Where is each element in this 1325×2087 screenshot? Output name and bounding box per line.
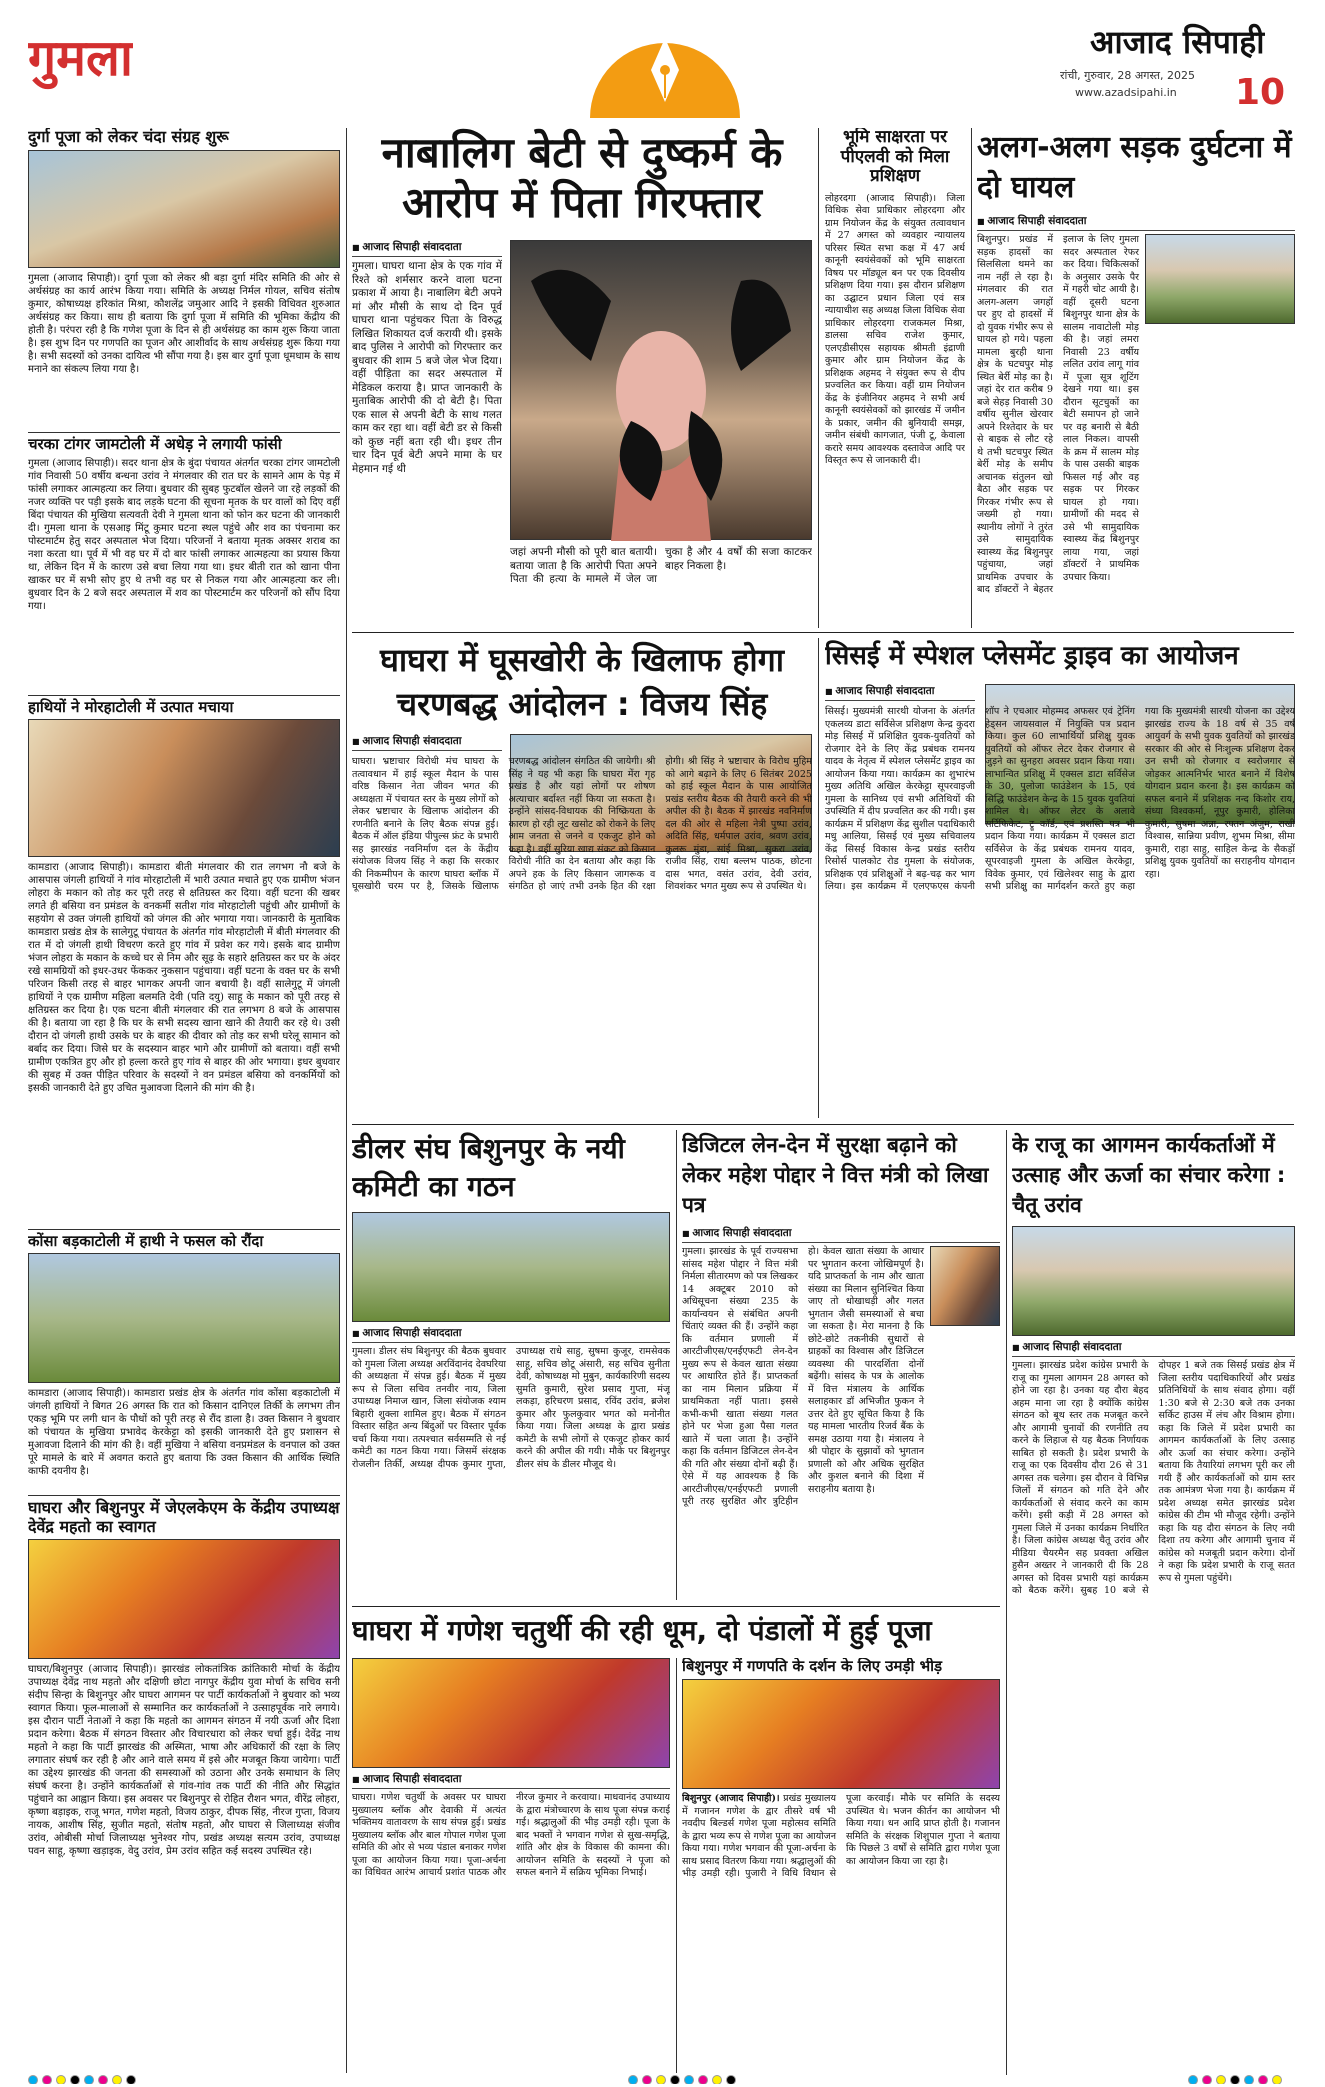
ganesh-headline: घाघरा में गणेश चतुर्थी की रही धूम, दो पंडालों में हुई पूजा (352, 1614, 932, 1647)
page-number: 10 (1234, 72, 1286, 113)
registration-dot (1216, 2075, 1226, 2084)
registration-dot (1202, 2075, 1212, 2084)
lead-illustration (510, 240, 812, 540)
registration-dot (628, 2075, 638, 2084)
literacy-headline: भूमि साक्षरता पर पीएलवी को मिला प्रशिक्षण (840, 128, 950, 187)
registration-dot (56, 2075, 66, 2084)
dateline: रांची, गुरुवार, 28 अगस्त, 2025 (1060, 69, 1196, 82)
lead-headline: नाबालिग बेटी से दुष्कर्म के आरोप में पिता गिरफ्तार (381, 128, 783, 227)
registration-dot (1244, 2075, 1254, 2084)
registration-dot (1258, 2075, 1268, 2084)
story-jlkm-body: घाघरा/बिशुनपुर (आजाद सिपाही)। झारखंड लोकतांत्रिक क्रांतिकारी मोर्चा के केंद्रीय उपाध्यक्ष देवेंद्र नाथ महतो और दक्षिणी छोटा नागपुर केंद्रीय युवा मोर्चा के सचिव सनी संदीप सिन्हा के बिशुनपुर और घाघरा आगमन पर पार्टी कार्यकर्ताओं ने बुधवार को भव्य स्वागत किया। फूल-मालाओं से सम्मानित कर कार्यकर्ताओं ने उत्साहपूर्वक नारे लगाये। इस दौरान पार्टी नेताओं ने कहा कि महतो का आगमन संगठन में नयी ऊर्जा और दिशा प्रदान करेगा। बैठक में संगठन विस्तार और विचारधारा को लेकर चर्चा हुई। देवेंद्र नाथ महतो ने कहा कि पार्टी झारखंड की अस्मिता, भाषा और अधिकारों की रक्षा के लिए लगातार संघर्ष कर रही है और आने वाले समय में इसे और मजबूत किया जायेगा। पार्टी का उद्देश्य झारखंड की जनता की समस्याओं को उठाना और उनके समाधान के लिए संघर्ष करना है। उन्होंने कार्यकर्ताओं से गांव-गांव तक पार्टी की नीति और सिद्धांत पहुंचाने का आह्वान किया। इस अवसर पर बिशुनपुर से रोहित रौशन भगत, वीरेंद्र लोहरा, कृष्णा बड़ाइक, राजू भगत, गणेश महतो, विजय ठाकुर, दीपक सिंह, नीरज गुप्ता, विजय नायक, आशीष सिंह, सुजीत महतो, संतोष महतो, और घाघरा से जिलाध्यक्ष संजीव उरांव, ओबीसी मोर्चा जिलाध्यक्ष भुनेश्वर गोप, प्रखंड अध्यक्ष सत्यम उरांव, उपाध्यक्ष पवन साहू, कृष्णा खड़ाइक, वेदु उरांव, प्रेम उरांव सहित कई सदस्य उपस्थित रहे। (28, 1663, 340, 1857)
story-jlkm-headline: घाघरा और बिशुनपुर में जेएलकेएम के केंद्रीय उपाध्यक्ष देवेंद्र महतो का स्वागत (28, 1495, 340, 1536)
digital-body: गुमला। झारखंड के पूर्व राज्यसभा सांसद महेश पोद्दार ने वित्त मंत्री निर्मला सीतारमण को पत्र लिखकर 14 अक्टूबर 2010 को अधिसूचना संख्या 235 के कार्यान्वयन से संबंधित अपनी चिंताएं व्यक्त की हैं। उन्होंने कहा कि वर्तमान प्रणाली में आरटीजीएस/एनईएफटी लेन-देन मुख्य रूप से केवल खाता संख्या पर आधारित होते हैं। प्राप्तकर्ता का नाम मिलान प्रक्रिया में प्राथमिकता नहीं पाता। इससे कभी-कभी खाता संख्या गलत होने पर भेजा हुआ पैसा गलत खाते में चला जाता है। उन्होंने कहा कि वर्तमान डिजिटल लेन-देन की गति और संख्या दोनों बढ़ी हैं। ऐसे में यह आवश्यक है कि आरटीजीएस/एनईएफटी प्रणाली पूरी तरह सुरक्षित और त्रुटिहीन हो। केवल खाता संख्या के आधार पर भुगतान करना जोखिमपूर्ण है। यदि प्राप्तकर्ता के नाम और खाता संख्या का मिलान सुनिश्चित किया जाए तो धोखाधड़ी और गलत भुगतान जैसी समस्याओं से बचा जा सकता है। मेरा मानना है कि छोटे-छोटे तकनीकी सुधारों से ग्राहकों का विश्वास और डिजिटल व्यवस्था की पारदर्शिता दोनों बढ़ेंगी। सांसद के पत्र के आलोक में वित्त मंत्रालय के आर्थिक सलाहकार डॉ अभिजीत फुकन ने उत्तर देते हुए सूचित किया है कि यह मामला भारतीय रिजर्व बैंक के समक्ष उठाया गया है। मंत्रालय ने श्री पोद्दार के सुझावों को भुगतान प्रणाली को और अधिक सुरक्षित और कुशल बनाने की दिशा में सराहनीय बताया है। (682, 1246, 924, 1507)
paper-name: आजाद सिपाही (1090, 23, 1265, 61)
registration-dot (1272, 2075, 1282, 2084)
dealer-body: गुमला। डीलर संघ बिशुनपुर की बैठक बुधवार को गुमला जिला अध्यक्ष अरविंदानंद देवघरिया की अध्यक्षता में संपन्न हुई। बैठक में मुख्य रूप से जिला सचिव तनवीर नाय, जिला उपाध्यक्ष निमाज खान, जिला संयोजक श्याम बिहारी शुक्ला शामिल हुए। बैठक में संगठन विस्तार सहित अन्य बिंदुओं पर विस्तार पूर्वक चर्चा किया गया। तत्पश्चात सर्वसम्मति से नई कमेटी का गठन किया गया। जिसमें संरक्षक रोजलीन तिर्की, अध्यक्ष दीपक कुमार गुप्ता, उपाध्यक्ष राधे साहु, सुषमा कुजूर, रामसेवक साहू, सचिव छोटू अंसारी, सह सचिव सुनीता देवी, कोषाध्यक्ष मो मुबुन, कार्यकारिणी सदस्य सुमति कुमारी, सुरेश प्रसाद गुप्ता, मंजू लकड़ा, हरिचरण प्रसाद, रविंद उरांव, ब्रजेश कुमार और फुलकुवार भगत को मनोनीत किया गया। जिला अध्यक्ष के द्वारा प्रखंड कमेटी के सभी लोगों से एकजुट होकर कार्य करने की अपील की गयी। मौके पर बिशुनपुर डीलर संघ के डीलर मौजूद थे। (352, 1346, 670, 1470)
left-column (28, 128, 340, 2078)
story-charka-headline: चरका टांगर जामटोली में अधेड़ ने लगायी फांसी (28, 432, 340, 453)
registration-dot (726, 2075, 736, 2084)
dealer-byline: ■ आजाद सिपाही संवाददाता (352, 1326, 670, 1343)
registration-dot (684, 2075, 694, 2084)
chaitu-photo (1012, 1226, 1295, 1336)
drive-story (825, 638, 1295, 1118)
dealer-headline: डीलर संघ बिशुनपुर के नयी कमिटी का गठन (352, 1132, 625, 1203)
digital-byline: ■ आजाद सिपाही संवाददाता (682, 1226, 1000, 1243)
story-konsa-photo (28, 1253, 340, 1383)
story-elephant-body: कामडारा (आजाद सिपाही)। कामडारा बीती मंगलवार की रात लगभग नौ बजे के आसपास जंगली हाथियों ने गांव मोरहाटोली में भारी उत्पात मचाते हुए एक ग्रामीण भंजन लोहरा के मकान को तोड़ कर पूरी तरह से क्षतिग्रस्त कर दिया। वहीं घटना की खबर लगते ही बसिया वन प्रमंडल के वनकर्मी सतीश गांव मोरहाटोली पहुंची और ग्रामीणों के सहयोग से उक्त जंगली हाथियों को जंगल की ओर भगाया गया। जानकारी के मुताबिक कामडारा प्रखंड क्षेत्र के सालेगुटू पंचायत के अंतर्गत गांव मोरहाटोली में बीती मंगलवार की रात में दो जंगली हाथी विचरण करते हुए गांव में प्रवेश कर गये। इसके बाद ग्रामीण भंजन लोहरा के मकान के कच्चे घर से निम और सूढ़ के सहारे क्षतिग्रस्त कर घर के अंदर रखे सामग्रियों को इधर-उधर फेंककर नुकसान पहुंचाया। वहीं घटना के वक्त घर के सभी परिजन किसी तरह से बाहर भागकर अपनी जान बचायी है। वहीं सालेगुटू में जंगली हाथियों ने एक ग्रामीण महिला बलमति देवी (पति दयु) साहू के मकान को पूरी तरह से क्षतिग्रस्त कर दिया है। एक घटना बीती मंगलवार की रात लगभग 8 बजे के आसपास की है। बताया जा रहा है कि घर के सभी सदस्य खाना खाने की तैयारी कर रहे थे। उसी दौरान दो जंगली हाथी उसके घर के बाहर की दीवार को तोड़ कर सभी घरेलू सामान को बर्बाद कर दिया। जिसे घर के सदस्यान बाहर भागे और ग्रामीणों को बताया। वहीं सभी ग्रामीण एकत्रित हुए और हो हल्ला करते हुए गांव से बाहर की ओर भगाया। इधर बुधवार की सुबह में उक्त पीड़ित परिवार के सदस्यों ने वन प्रमंडल बसिया को वनकर्मियों को इसकी जानकारी देते हुए उचित मुआवजा दिलाने की मांग की है। (28, 861, 340, 1094)
story-elephant-headline: हाथियों ने मोरहाटोली में उत्पात मचाया (28, 695, 340, 716)
story-konsa-headline: कोंसा बड़काटोली में हाथी ने फसल को रौंदा (28, 1229, 340, 1250)
registration-dot (1230, 2075, 1240, 2084)
dealer-photo (352, 1212, 670, 1322)
bishun-body (682, 1793, 1000, 2063)
registration-dot (84, 2075, 94, 2084)
chaitu-story (1012, 1130, 1295, 2075)
reg-dots-mid (628, 2070, 740, 2084)
story-elephant-photo (28, 719, 340, 857)
registration-dot (670, 2075, 680, 2084)
drive-byline: ■ आजाद सिपाही संवाददाता (825, 684, 975, 701)
registration-dot (712, 2075, 722, 2084)
bribe-byline: ■ आजाद सिपाही संवाददाता (352, 734, 502, 751)
chaitu-body: गुमला। झारखंड प्रदेश कांग्रेस प्रभारी के राजू का गुमला आगमन 28 अगस्त को होने जा रहा है। उनका यह दौरा बेहद अहम माना जा रहा है क्योंकि कांग्रेस संगठन को बूथ स्तर तक मजबूत करने और आगामी चुनावों की रणनीति तय करने के लिहाज से यह बैठक निर्णायक साबित हो सकती है। प्रदेश प्रभारी के राजू का एक दिवसीय दौरा 26 से 31 अगस्त तक चलेगा। इस दौरान वे विभिन्न जिलों में संगठन को गति देने और कार्यकर्ताओं से संवाद करने का काम करेंगे। इसी कड़ी में 28 अगस्त को गुमला जिले में उनका कार्यक्रम निर्धारित है। जिला कांग्रेस अध्यक्ष चैतू उरांव और मीडिया चैयरमैन सह प्रवक्ता अखिल हुसैन अख्तर ने जानकारी दी कि 28 अगस्त को दिवस प्रभारी यहां कार्यक्रम को बैठक करेंगे। सुबह 10 बजे से दोपहर 1 बजे तक सिसई प्रखंड क्षेत्र में जिला स्तरीय पदाधिकारियों और प्रखंड प्रतिनिधियों के साथ संवाद होगा। वहीं 1:30 बजे से 2:30 बजे तक उनका सर्किट हाउस में लंच और विश्राम होगा। कहा कि जिले में प्रदेश प्रभारी का आगमन कार्यकर्ताओं के लिए उत्साह और ऊर्जा का संचार करेगा। उन्होंने बताया कि तैयारियां लगभग पूरी कर ली गयी हैं और कार्यकर्ताओं को ग्राम स्तर तक आमंत्रण भेजा गया है। कार्यक्रम में प्रदेश अध्यक्ष समेत झारखंड प्रदेश कांग्रेस की टीम भी मौजूद रहेगी। उन्होंने कहा कि यह दौरा संगठन के लिए नयी दिशा तय करेगा और आगामी चुनाव में कांग्रेस को मजबूती प्रदान करेगा। दोनों ने कहा कि प्रदेश प्रभारी के राजू सतत रूप से गुमला पहुंचेंगे। (1012, 1360, 1295, 1596)
registration-dot (642, 2075, 652, 2084)
story-konsa-body: कामडारा (आजाद सिपाही)। कामडारा प्रखंड क्षेत्र के अंतर्गत गांव कोंसा बड़काटोली में जंगली हाथियों ने बिगत 26 अगस्त कि रात को किसान दानिएल तिर्की के लगभग तीन एकड़ भूमि पर लगी धान के पौधों को पूरी तरह से रौंद डाला है। उक्त किसान ने बुधवार को पंचायत के मुखिया प्रभावेद केरकेट्टा को इसकी जानकारी देते हुए प्रशासन से मुआवजा दिलाने की मांग की है। वहीं मुखिया ने बसिया वनप्रमंडल के वनपाल को उक्त पूरे मामले के बारे में अवगत कराते हुए बताया कि उक्त किसान की आर्थिक स्थिति काफी दयनीय है। (28, 1388, 340, 1478)
registration-dot (656, 2075, 666, 2084)
story-charka-body: गुमला (आजाद सिपाही)। सदर थाना क्षेत्र के बुंदा पंचायत अंतर्गत चरका टांगर जामटोली गांव निवासी 50 वर्षीय बन्धना उरांव ने मंगलवार की रात घर के सामने आम के पेड़ में फांसी लगाकर आत्महत्या कर लिया। बुधवार की सुबह फुटबॉल खेलने जा रहे लड़कों की नजर व्यक्ति पर पड़ी इसके बाद लड़के घटना की सूचना मृतक के घर वालों को दिए वहीं बिंदा पंचायत की मुखिया सत्यवती देवी ने गुमला थाना को फोन कर घटना की जानकारी दी। गुमला थाना के एसआइ मिंटू कुमार घटना स्थल पहुंचे और शव का पंचनामा कर पोस्टमार्टम हेतु सदर अस्पताल भेज दिया। परिजनों ने बताया मृतक अक्सर शराब का नशा करता था। पूर्व में भी वह घर में दो बार फांसी लगाकर आत्महत्या का प्रयास किया था, लेकिन दिन में के कारण उसे बचा लिया गया था। इधर बीती रात को खाना पीना खाकर घर में सभी सोए हुए थे तभी वह घर से निकल गया और आत्महत्या कर ली। बुधवार दिन के 2 बजे सदर अस्पताल में शव का पोस्टमार्टम कर परिजनों को सौंप दिया गया। (28, 457, 340, 612)
lead-body: गुमला। घाघरा थाना क्षेत्र के एक गांव में रिश्ते को शर्मसार करने वाला घटना प्रकाश में आया है। नाबालिग बेटी अपने मां और मौसी के साथ दो दिन पूर्व घाघरा थाना पहुंचकर पिता के विरुद्ध लिखित शिकायत दर्ज करायी थी। इसके बाद पुलिस ने आरोपी को गिरफ्तार कर बुधवार की शाम 5 बजे जेल भेज दिया। वहीं पीड़िता का सदर अस्पताल में मेडिकल कराया है। प्राप्त जानकारी के मुताबिक आरोपी की दो बेटी है। पिता एक साल से अपनी बेटी के साथ गलत काम कर रहा था। वहीं बेटी डर से किसी को कुछ नहीं बता रही थी। इधर तीन चार दिन पूर्व बेटी अपने मामा के घर मेहमान गई थी (352, 260, 502, 475)
story-durga-body: गुमला (आजाद सिपाही)। दुर्गा पूजा को लेकर श्री बड़ा दुर्गा मंदिर समिति की ओर से अर्थसंग्रह का कार्य आरंभ किया गया। समिति के अध्यक्ष निर्मल गोयल, सचिव संतोष कुमार, कोषाध्यक्ष हरिकांत मिश्रा, कौशलेंद्र जमुआर आदि ने इसकी विधिवत शुरुआत अर्थसंग्रह कर किया। साथ ही बताया कि दुर्गा पूजा में समिति की भूमिका केंद्रीय की होती है। परंपरा रही है कि गणेश पूजा के दिन से ही अर्थसंग्रह का काम शुरू किया जाता है। इस शुभ दिन पर गणपति का पूजन और आशीर्वाद के साथ अर्थसंग्रह शुरू किया गया है। सभी सदस्यों को उनका दायित्व भी सौंपा गया है। इस बार दुर्गा पूजा धूमधाम के साथ मनाने का संकल्प लिया गया है। (28, 273, 340, 376)
ganesh-body: घाघरा। गणेश चतुर्थी के अवसर पर घाघरा मुख्यालय ब्लॉक और देवाकी में अत्यंत भक्तिमय वातावरण के साथ संपन्न हुई। प्रखंड मुख्यालय ब्लॉक और बाल गोपाल गणेश पूजा समिति की ओर से भव्य पंडाल बनाकर गणेश पूजा का आयोजन किया गया। पूजा-अर्चना का विधिवत आरंभ आचार्य प्रशांत पाठक और नीरज कुमार ने करवाया। माधवानंद उपाध्याय के द्वारा मंत्रोच्चारण के साथ पूजा संपन्न कराई गई। श्रद्धालुओं की भीड़ उमड़ी रही। पूजा के बाद भक्तों ने भगवान गणेश से सुख-समृद्धि, शांति और क्षेत्र के विकास की कामना की। आयोजन समिति के सदस्यों ने पूजा को सफल बनाने में सक्रिय भूमिका निभाई। (352, 1792, 670, 1878)
ganesh-byline: ■ आजाद सिपाही संवाददाता (352, 1772, 670, 1789)
lead-story (352, 128, 812, 628)
story-jlkm-photo (28, 1539, 340, 1659)
ganesh-story (352, 1612, 1000, 2077)
road-body: बिशुनपुर। प्रखंड में सड़क हादसों का सिलसिला थमने का नाम नहीं ले रहा है। मंगलवार की रात अलग-अलग जगहों पर हुए दो हादसों में दो युवक गंभीर रूप से घायल हो गये। पहला मामला बुरही थाना क्षेत्र के घटचपुर मोड़ स्थित बेर्री मोड़ का है। जहां देर रात करीब 9 बजे सेहड़ निवासी 30 वर्षीय सुनील खेरवार अपने रिश्तेदार के घर से बाइक से लौट रहे थे तभी घटचपुर स्थित बेर्री मोड़ के समीप अचानक संतुलन खो बैठा और सड़क पर गिरकर गंभीर रूप से जख्मी हो गया। स्थानीय लोगों ने तुरंत उसे सामुदायिक स्वास्थ्य केंद्र बिशुनपुर पहुंचाया, जहां प्राथमिक उपचार के बाद डॉक्टरों ने बेहतर इलाज के लिए गुमला सदर अस्पताल रेफर कर दिया। चिकित्सकों के अनुसार उसके पैर में गहरी चोट आयी है। वहीं दूसरी घटना बिशुनपुर थाना क्षेत्र के सालम नावाटोली मोड़ की है। जहां लमरा निवासी 23 वर्षीय ललित उरांव लागू गांव में पूजा सूत्र शूटिंग देखने गया था। इस दौरान सूटचुकों का बेटी समापन हो जाने पर वह बनारी से बैठी लाल निकल। वापसी के क्रम में सालम मोड़ के पास उसकी बाइक फिसल गई और वह सड़क पर गिरकर घायल हो गया। ग्रामीणों की मदद से उसे भी सामुदायिक स्वास्थ्य केंद्र बिशुनपुर लाया गया, जहां डॉक्टरों ने प्राथमिक उपचार किया। (977, 234, 1139, 595)
road-story (977, 128, 1295, 628)
chaitu-byline: ■ आजाद सिपाही संवाददाता (1012, 1340, 1295, 1357)
reg-dots-right (1188, 2070, 1294, 2084)
story-durga-photo (28, 150, 340, 268)
bribe-body: घाघरा। भ्रष्टाचार विरोधी मंच घाघरा के तत्वावधान में हाई स्कूल मैदान के पास वरिष्ठ किसान नेता जीवन भगत की अध्यक्षता में पंचायत स्तर के मुख्य लोगों को लेकर भ्रष्टाचार के खिलाफ आंदोलन की रणनीति बनाने के लिए बैठक संपन्न हुई। बैठक में ऑल इंडिया पीपुल्स फ्रंट के प्रभारी सह झारखंड नवनिर्माण दल के केंद्रीय संयोजक विजय सिंह ने कहा कि सरकार की निकम्मीपन के कारण घाघरा ब्लॉक में घूसखोरी चरम पर है, जिसके खिलाफ चरणबद्ध आंदोलन संगठित की जायेगी। श्री सिंह ने यह भी कहा कि घाघरा मेंरा गृह प्रखंड है और यहां लोगों पर शोषण अत्याचार बर्दाश्त नहीं किया जा सकता है। उन्होंने सांसद-विधायक की निष्क्रियता के कारण हो रही लूट खसोट को रोकने के लिए आम जनता से जनने व एकजुट होने को कहा है। वहीं सुरिया खाद्य संकट को किसान विरोधी नीति का देन बताया और कहा कि अपने हक के लिए किसान जागरूक व संगठित हो जाएं तभी उनके हित की रक्षा होगी। श्री सिंह ने भ्रष्टाचार के विरोध मुहिम को आगे बढ़ाने के लिए 6 सितंबर 2025 को हाई स्कूल मैदान के पास आयोजित प्रखंड स्तरीय बैठक की तैयारी करने की भी अपील की है। बैठक में झारखंड नवनिर्माण दल की ओर से महिला नेत्री पुष्पा उरांव, अदिति सिंह, धर्मपाल उरांव, श्रवण उरांव, कुलरू मुंडा, सांई मिश्रा, सुकरा उरांव, राजीव सिंह, राधा बल्लभ पाठक, छोटना दास भगत, वसंत उरांव, देवी उरांव, शिवशंकर भगत मुख्य रूप से उपस्थित थे। (352, 756, 812, 892)
registration-dot (98, 2075, 108, 2084)
bishun-photo (682, 1679, 1000, 1789)
bribe-headline: घाघरा में घूसखोरी के खिलाफ होगा चरणबद्ध आंदोलन : विजय सिंह (380, 641, 784, 723)
road-headline: अलग-अलग सड़क दुर्घटना में दो घायल (977, 130, 1292, 205)
registration-dot (42, 2075, 52, 2084)
registration-dot (698, 2075, 708, 2084)
digital-headline: डिजिटल लेन-देन में सुरक्षा बढ़ाने को लेकर महेश पोद्दार ने वित्त मंत्री को लिखा पत्र (682, 1133, 989, 1217)
drive-headline: सिसई में स्पेशल प्लेसमेंट ड्राइव का आयोजन (825, 641, 1239, 671)
chaitu-headline: के राजू का आगमन कार्यकर्ताओं में उत्साह और ऊर्जा का संचार करेगा : चैतू उरांव (1012, 1133, 1286, 1217)
registration-dot (1188, 2075, 1198, 2084)
lead-body-end: जहां अपनी मौसी को पूरी बात बतायी। बताया जाता है कि आरोपी पिता अपने पिता की हत्या के मामले में जेल जा चुका है और 4 वर्षों की सजा काटकर बाहर निकला है। (510, 546, 812, 585)
paper-logo-emblem (585, 8, 745, 118)
registration-marks (28, 2070, 1294, 2084)
literacy-story (825, 128, 965, 628)
bribe-story (352, 638, 812, 1118)
digital-portrait (930, 1246, 1000, 1326)
reg-dots-left (28, 2070, 140, 2084)
road-photo (1145, 234, 1295, 324)
digital-story (682, 1130, 1000, 1600)
registration-dot (28, 2075, 38, 2084)
bishun-headline: बिशुनपुर में गणपति के दर्शन के लिए उमड़ी भीड़ (682, 1658, 943, 1675)
lead-byline: ■ आजाद सिपाही संवाददाता (352, 240, 502, 257)
bishun-body-text: प्रखंड मुख्यालय में गजानन गणेश के द्वार तीसरे वर्ष भी नवदीप बिल्डर्स गणेश पूजा महोत्सव समिति के द्वारा भव्य रूप से गणेश पूजा का आयोजन किया गया। गणेश भगवान की पूजा-अर्चना के साथ प्रसाद वितरण किया गया। श्रद्धालुओं की भीड़ उमड़ी रही। पुजारी ने विधि विधान से पूजा करवाई। मौके पर समिति के सदस्य उपस्थित थे। भजन कीर्तन का आयोजन भी किया गया। धन आदि प्राप्त होती है। गजानन समिति के संरक्षक शिशुपाल गुप्ता ने बताया कि पिछले 3 वर्षों से समिति द्वारा गणेश पूजा का आयोजन किया जा रहा है। (682, 1793, 1000, 1880)
website-link[interactable]: www.azadsipahi.in (1075, 86, 1177, 99)
section-title: गुमला (28, 29, 133, 87)
masthead (0, 0, 1325, 120)
registration-dot (70, 2075, 80, 2084)
road-byline: ■ आजाद सिपाही संवाददाता (977, 214, 1295, 231)
literacy-body: लोहरदगा (आजाद सिपाही)। जिला विधिक सेवा प्राधिकार लोहरदगा और ग्राम नियोजन केंद्र के संयुक्त तत्वावधान में 27 अगस्त को व्यवहार न्यायालय परिसर स्थित सभा कक्ष में 47 अर्ध कानूनी स्वयंसेवकों को भूमि साक्षरता विषय पर मॉड्यूल बन पर एक दिवसीय प्रशिक्षण दिया गया। इस दौरान प्रशिक्षण का उद्घाटन प्रधान जिला एवं सत्र न्यायाधीश सह अध्यक्ष जिला विधिक सेवा प्राधिकार लोहरदगा राजकमल मिश्रा, डालसा सचिव राजेश कुमार, एलएडीसीएस सहायक श्रीमती इंद्राणी कुमार और ग्राम नियोजन केंद्र के प्रशिक्षक अहमद ने संयुक्त रूप से दीप प्रज्वलित कर किया। वहीं ग्राम नियोजन केंद्र के इंजीनियर अहमद ने सभी अर्ध कानूनी स्वयंसेवकों को झारखंड में जमीन के प्रकार, जमीन की बुनियादी समझ, जमीन संबंधी कागजात, पंजी टू, केवाला करारे समय आवश्यक दस्तावेज आदि पर विस्तृत रूप से जानकारी दी। (825, 192, 965, 467)
story-durga-headline: दुर्गा पूजा को लेकर चंदा संग्रह शुरू (28, 128, 229, 146)
dealer-story (352, 1130, 670, 1600)
bishun-byline: बिशुनपुर (आजाद सिपाही)। (682, 1793, 780, 1805)
registration-dot (126, 2075, 136, 2084)
ganesh-photo (352, 1658, 670, 1768)
registration-dot (112, 2075, 122, 2084)
drive-body: सिसई। मुख्यमंत्री सारथी योजना के अंतर्गत एकलव्य डाटा सर्विसेज प्रशिक्षण केन्द्र कुदरा मोड़ सिसई में प्रशिक्षित युवक-युवतियों को रोजगार देने के लिए केंद्र प्रबंधक रामनय यादव के नेतृत्व में स्पेशल प्लेसमेंट ड्राइव का आयोजन किया गया। कार्यक्रम का शुभारंभ मुख्य अतिथि अखिल केरकेट्टा सूपरवाइजी गुमला के सानिध्य एवं सभी अतिथियों की उपस्थिति में दीप प्रज्वलित कर की गयी। इस कार्यक्रम में प्रशिक्षण केंद्र सुशील पदाधिकारी मधु आलिया, सिसई एवं मुख्य सचिवालय केंद्र सिसई विकास केन्द्र प्रखंड स्तरीय रिसोर्स पालकोट रोड गुमला के संयोजक, प्रशिक्षक एवं प्रशिक्षुओं ने बढ़-चढ़ कर भाग लिया। इस कार्यक्रम में एलएफएस कंपनी शॉप ने एचआर मोहम्मद अफसर एवं ट्रेनिंग हेड्सन जायसवाल में नियुक्ति पत्र प्रदान किया। कुल 60 लाभार्थियों प्रशिक्षु युवक युवतियों को ऑफर लेटर देकर रोजगार से जुड़ने का सुनहरा अवसर प्रदान किया गया। लाभान्वित प्रशिक्षु में एक्सल डाटा सर्विसेज के 30, पुलोजा फाउंडेशन के 15, एवं सिद्धि फाउंडेशन केन्द्र के 15 युवक युवतियां शामिल थे। ऑफर लेटर के अलावे सर्टिफिकेट, ट्रू काॅर्ड, एवं प्रशस्ति पत्र भी प्रदान किया गया। कार्यक्रम में एक्सल डाटा सर्विसेज के केंद्र प्रबंधक रामनय यादव, सूपरवाइजी गुमला के अखिल केरकेट्टा, विवेक कुमार, एवं खिलेश्वर साहु के द्वारा सभी प्रशिक्षु का मार्गदर्शन करते हुए कहा गया कि मुख्यमंत्री सारथी योजना का उद्देश्य झारखंड राज्य के 18 वर्ष से 35 वर्ष आयुवर्ग के सभी युवक युवतियों को झारखंड सरकार की ओर से निःशुल्क प्रशिक्षण देकर उन सभी को रोजगार व स्वरोजगार से जोड़कर आत्मनिर्भर भारत बनाने में विशेष योगदान प्रदान करना है। इस कार्यक्रम को सफल बनाने में प्रशिक्षक नन्द किशोर राय, संध्या विश्वकर्मा, नूपुर कुमारी, होलिका कुमारी, सुषमा अन्ना, रफ्तन अंजुम, राखी विश्वास, सान्निया प्रवीण, शुभम मिश्रा, सीमा कुमारी, राहा साहु, साहिल केन्द्र के सैकड़ों प्रशिक्षु युवक युवतियों का सराहनीय योगदान रहा। (825, 706, 1295, 892)
